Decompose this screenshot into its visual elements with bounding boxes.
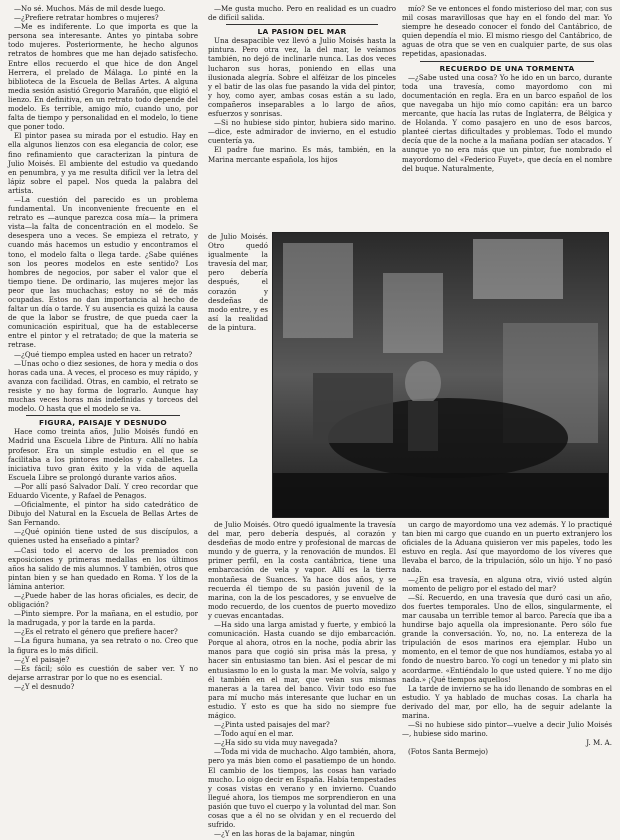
paragraph: —¿Es el retrato el género que prefiere hacer? xyxy=(14,627,178,637)
paragraph: —Sí. Recuerdo, en una travesía que duró casi un año, dos fuertes temporales. Uno de ellos, singularmente, el mar causaba un terrible temor al barco. Parecía que iba a hundirse bajo aquella ola impresionante. Pero sólo fue grande la conversación. Yo, no, no. La entereza de la tripulación de esos marinos era ejemplar. Hubo un momento, en el temor de que nos hundíamos, estaba yo al fondo de nuestro barco. Yo cogí un tenedor y mi plato sin acordarme. «Entiéndalo lo que usted quiere. Y no me dijo nada.» ¡Qué tiempos aquellos! xyxy=(402,592,612,684)
divider xyxy=(420,61,594,62)
paragraph: un cargo de mayordomo una vez además. Y lo practiqué tan bien mi cargo que cuando en un puerto extranjero los oficiales de la Aduana quisieron ver mis papeles, todo les estuvo en regla. Así que mayordomo de los víveres que llevaba el barco, de la tripulación, sólo un hijo. Y no pasó nada. xyxy=(402,520,612,575)
paragraph: —Toda mi vida de muchacho. Algo también, ahora, pero ya más bien como el pasatiempo de un hondo. El cambio de los tiempos, las cosas han variado mucho. Lo oigo decir en España. Había tempestades y cosas vistas en verano y en invierno. Cuando llegué ahora, los tiempos me sorprendieron en una pasión que tuvo el cuerpo y la voluntad del mar. Son cosas que a él no se olvidan y en el recuerdo del sufrido. xyxy=(208,747,396,830)
paragraph: de Julio Moisés. Otro quedó igualmente la travesía del mar, pero debería después, al corazón y desdeñas de modo entre y profesional de marcas de mundo y de guerra, y la renovación de mundos. El primer perfil, en la costa cantábrica, tiene una embarcación de vela y vapor. Allí es la tierra montañesa de Suances. Ya hace dos años, y se recuerda él tiempo de su pasión juvenil de la marina, con la de los pescadores, y se envuelve de modo recuerdo, de los cuentos de puerto movedizo y cuevas encantadas. xyxy=(208,520,396,620)
paragraph: —¿Sabe usted una cosa? Yo he ido en un barco, durante toda una travesía, como mayordomo con mi documentación en regla. Era en un barco español de los que navegaba un hijo mío como capitán: era un barco mercante, que hacía las rutas de Inglaterra, de Bélgica y de Holanda. Y como pasajero en uno de esos barcos, planteé ciertas dificultades y problemas. Todo el mundo decía que de la noche a la mañana podían ser atacados. Y aunque yo no era más que un pintor, fue nombrado el mayordomo del «Federico Fuyet», que decía en el nombre del buque. Naturalmente, xyxy=(402,72,612,173)
paragraph: —Pinto siempre. Por la mañana, en el estudio, por la madrugada, y por la tarde en la parda. xyxy=(8,609,198,628)
paragraph: —¿Qué opinión tiene usted de sus discípulos, a quienes usted ha enseñado a pintar? xyxy=(8,527,198,546)
column-3-top xyxy=(402,4,612,232)
paragraph: —¿Ha sido su vida muy navegada? xyxy=(214,738,338,748)
paragraph: —¿Y el paisaje? xyxy=(14,654,70,664)
paragraph: —Ha sido una larga amistad y fuerte, y embicó la comunicación. Hasta cuando se dijo embarcación. Porque al ahora, otros en la noche, podía abrir las manos para que cogió sin prisa más la presa, y hacer sin entusiasmo tan bien. Así el pescar de mi entusiasmo lo en lo gusta la mar. Me volvía, salgo y él también en el mar, que veían sus mismas maneras a la tarea del banco. Vivir todo eso fue para mí mucho más interesante que luchar en un estudio. Y esto es que ha sido no siempre fue mágico. xyxy=(208,620,396,720)
column-2-top xyxy=(208,4,396,232)
section-heading-pasion: LA PASION DEL MAR xyxy=(257,27,347,37)
paragraph: —Si no hubiese sido pintor—vuelve a decir Julio Moisés—, hubiese sido marino. xyxy=(402,720,612,739)
paragraph: de Julio Moisés. Otro quedó igualmente la travesía del mar, pero debería después, el corazón y desdeñas de modo entre, y es así la realidad de la pintura. xyxy=(208,232,268,332)
paragraph: —Me es indiferente. Lo que importa es que la persona sea interesante. Antes yo pintaba sobre todo mujeres. Posteriormente, he hecho algunos retratos de hombres que me han dejado satisfecho. Entre ellos recuerdo el que hice de don Angel Herrera, el prelado de Málaga. Lo pinté en la biblioteca de la Escuela de Bellas Artes. A alguna media sesión asistió Gregorio Marañón, que eligió el lienzo. En definitiva, en un retrato todo depende del modelo. Es terrible, amigo mío, cuando uno, por falta de tiempo y personalidad en el modelo, lo tiene que poner todo. xyxy=(8,22,198,132)
divider xyxy=(226,24,378,25)
paragraph: —Unas ocho o diez sesiones, de hora y media o dos horas cada una. A veces, el proceso es muy rápido, y avanza con facilidad. Otras, en cambio, el retrato se resiste y no hay forma de lograrlo. Aunque hay muchas veces horas más indefinidas y torceos del modelo. O hasta que el modelo se va. xyxy=(8,358,198,414)
paragraph: —Si no hubiese sido pintor, hubiera sido marino. —dice, este admirador de invierno, en el estudio cuentería ya. xyxy=(208,118,396,146)
paragraph: La tarde de invierno se ha ido llenando de sombras en el estudio. Y ya hablado de muchas cosas. La charla ha derivado del mar, por ello, ha de seguir adelante la marina. xyxy=(402,683,612,720)
divider xyxy=(26,415,180,416)
column-3-bottom xyxy=(402,520,612,832)
paragraph: El pintor pasea su mirada por el estudio. Hay en ella algunos lienzos con esa elegancia de color, ese fino refinamiento que caracterizan la pintura de Julio Moisés. El ambiente del estudio va quedando en penumbra, y ya me resulta difícil ver la letra del lápiz sobre el papel. Nos queda la palabra del artista. xyxy=(8,131,198,195)
paragraph: Una desapacible vez llevó a Julio Moisés hasta la pintura. Pero otra vez, la del mar, le veíamos también, no dejó de inclinarle nunca. Las dos veces lucharon sus horas, poniendo en ellas una ilusionada alegría. Sobre el alféizar de los pinceles y el batir de las olas fue pasando la vida del pintor, y hoy, como ayer, ambas cosas están a su lado, compañeros inseparables a lo largo de años, esfuerzos y sonrisas. xyxy=(208,36,396,119)
paragraph: —¿Pinta usted paisajes del mar? xyxy=(214,720,330,730)
paragraph: —¿Puede haber de las horas oficiales, es decir, de obligación? xyxy=(8,591,198,610)
column-1 xyxy=(8,4,198,836)
paragraph: —¿En esa travesía, en alguna otra, vivió usted algún momento de peligro por el estado del mar? xyxy=(402,574,612,593)
paragraph: mío? Se ve entonces el fondo misterioso del mar, con sus mil cosas maravillosas que hay en el fondo del mar. Yo siempre he deseado conocer el fondo del Cantábrico, de quien dependía el mio. El mismo riesgo del Cantábrico, de aguas de otra que se ven en cualquier parte, de sus olas repetidas, apasionadas. xyxy=(402,4,612,59)
paragraph: —Por allí pasó Salvador Dalí. Y creo recordar que Eduardo Vicente, y Rafael de Penagos. xyxy=(8,481,198,500)
paragraph: —Todo aquí en el mar. xyxy=(214,729,294,739)
paragraph: —¿Prefiere retratar hombres o mujeres? xyxy=(14,13,159,23)
column-2-bottom xyxy=(208,520,396,839)
photo-image xyxy=(273,233,608,517)
paragraph: —¿Qué tiempo emplea usted en hacer un retrato? xyxy=(14,349,193,359)
paragraph: —La figura humana, ya sea retrato o no. Creo que la figura es lo más difícil. xyxy=(8,636,198,655)
photo-credit: (Fotos Santa Bermejo) xyxy=(408,747,489,757)
section-heading-figura: FIGURA, PAISAJE Y DESNUDO xyxy=(39,418,167,428)
paragraph: —No sé. Muchos. Más de mil desde luego. xyxy=(14,4,166,13)
paragraph: —Es fácil; sólo es cuestión de saber ver. Y no dejarse arrastrar por lo que no es esencial. xyxy=(8,663,198,682)
studio-photograph xyxy=(272,232,609,518)
paragraph: Hace como treinta años, Julio Moisés fundó en Madrid una Escuela Libre de Pintura. Allí no había profesor. Era un simple estudio en el que se facilitaba a los pintores modelos y caballetes. La iniciativa tuvo gran éxito y la vida de aquella Escuela Libre se prolongó durante varios años. xyxy=(8,427,198,482)
paragraph: —¿Y el desnudo? xyxy=(14,681,75,691)
author-signature: J. M. A. xyxy=(586,738,612,748)
paragraph: —La cuestión del parecido es un problema fundamental. Un inconveniente frecuente en el retrato es —aunque parezca cosa mía— la primera vista—la falta de concentración en el modelo. Se desespera uno a veces. Se empieza el retrato, y cuando más hacemos un estudio y encontramos el tono, el modelo falta o llega tarde. ¿Sabe quiénes son los peores modelos en este sentido? Los hombres de negocios, por saber el valor que el tiempo tiene. De ordinario, las mujeres mejor las peor que las muchachas; estoy no sé de más ocupadas. Estos no dan importancia al hecho de faltar un día o tarde. Y su ausencia es quizá la causa de que la labor se frustre, de que pueda caer la comunicación espiritual, que ha de establecerse entre el pintor y el retratado; de que la materia se retrase. xyxy=(8,194,198,350)
paragraph: El padre fue marino. Es más, también, en la Marina mercante española, los hijos xyxy=(208,145,396,164)
section-heading-tormenta: RECUERDO DE UNA TORMENTA xyxy=(439,63,575,73)
paragraph: —Casi todo el acervo de los premiados con exposiciones y primeras medallas en los últimos años ha salido de mis alumnos. Y también, otros que pintan bien y se han quedado en Roma. Y los de la lámina anterior. xyxy=(8,545,198,591)
photo-side-text xyxy=(208,232,268,516)
paragraph: —Oficialmente, el pintor ha sido catedrático de Dibujo del Natural en la Escuela de Bellas Artes de San Fernando. xyxy=(8,500,198,528)
paragraph: —Me gusta mucho. Pero en realidad es un cuadro de difícil salida. xyxy=(208,4,396,23)
paragraph: —¿Y en las horas de la bajamar, ningún xyxy=(214,829,355,839)
